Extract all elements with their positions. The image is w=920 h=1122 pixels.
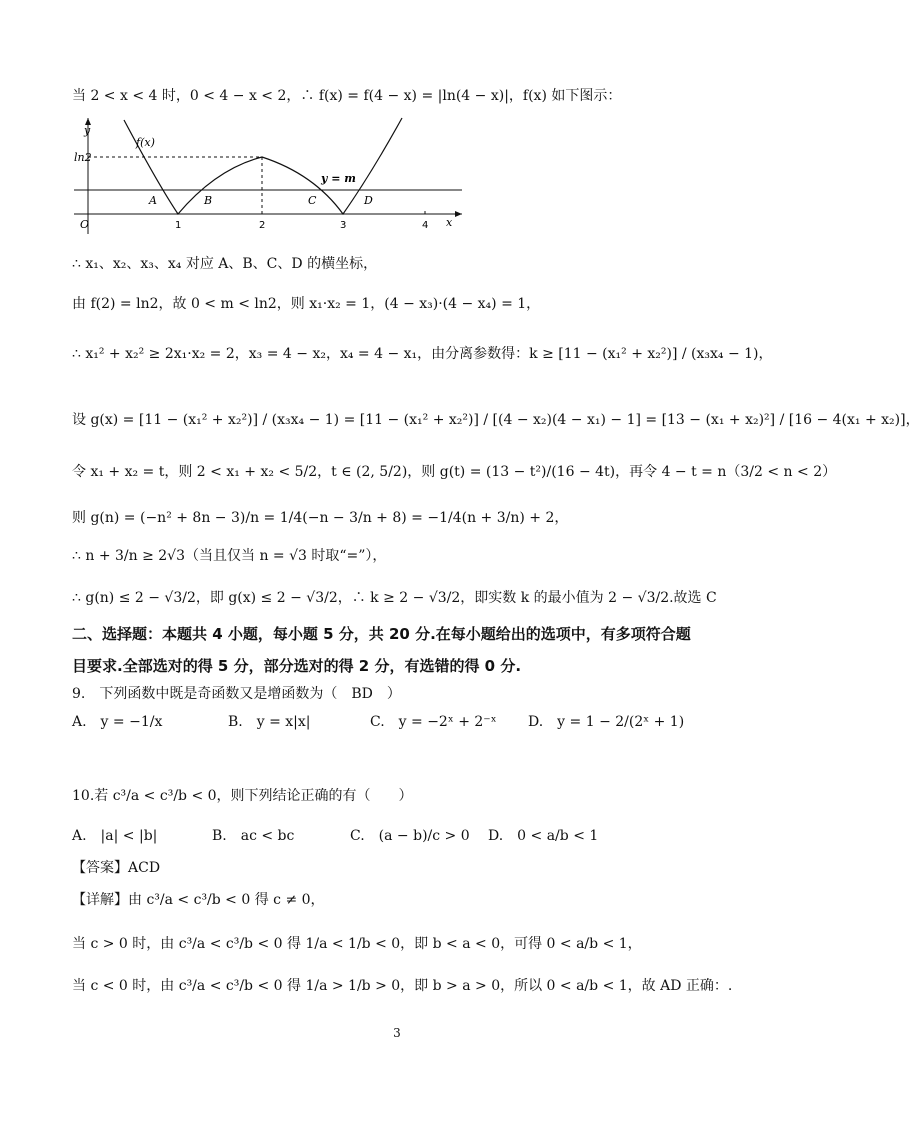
- fx-label: f(x): [136, 136, 155, 149]
- text-line-8: ∴ n + 3/n ≥ 2√3（当且仅当 n = √3 时取“=”），: [72, 548, 387, 564]
- detail-line-3: 当 c < 0 时，由 c³/a < c³/b < 0 得 1/a > 1/b > 0，即 b > a > 0，所以 0 < a/b < 1，故 AD 正确：.: [72, 978, 733, 994]
- point-c-label: C: [308, 194, 317, 207]
- y-axis-label: y: [84, 124, 91, 137]
- point-a-label: A: [149, 194, 157, 207]
- text-line-9: ∴ g(n) ≤ 2 − √3/2，即 g(x) ≤ 2 − √3/2，∴ k ≥ 2 − √3/2，即实数 k 的最小值为 2 − √3/2.故选 C: [72, 590, 717, 606]
- text-line-4: ∴ x₁² + x₂² ≥ 2x₁·x₂ = 2，x₃ = 4 − x₂，x₄ = 4 − x₁，由分离参数得：k ≥ [11 − (x₁² + x₂²)] / (x₃x₄ − 1)，: [72, 346, 773, 362]
- q10-option-a: A. |a| < |b|: [72, 828, 158, 844]
- q9-option-d: D. y = 1 − 2/(2ˣ + 1): [528, 714, 685, 730]
- x-axis-arrow: [455, 211, 462, 217]
- text-line-3: 由 f(2) = ln2，故 0 < m < ln2，则 x₁·x₂ = 1，(4 − x₃)·(4 − x₄) = 1，: [72, 296, 541, 312]
- point-d-label: D: [364, 194, 373, 207]
- section-heading-line-1: 二、选择题：本题共 4 小题，每小题 5 分，共 20 分.在每小题给出的选项中，有多项符合题: [72, 625, 691, 643]
- tick-label-4: 4: [422, 220, 429, 231]
- q9-option-b: B. y = x|x|: [228, 714, 311, 730]
- tick-label-2: 2: [259, 220, 266, 231]
- x-axis-label: x: [446, 216, 453, 229]
- text-line-7: 则 g(n) = (−n² + 8n − 3)/n = 1/4(−n − 3/n + 8) = −1/4(n + 3/n) + 2，: [72, 510, 569, 526]
- q9-option-a: A. y = −1/x: [72, 714, 163, 730]
- detail-line-1: 【详解】由 c³/a < c³/b < 0 得 c ≠ 0，: [72, 892, 325, 908]
- page-number: 3: [393, 1026, 401, 1040]
- question-9: 9. 下列函数中既是奇函数又是增函数为（ BD ）: [72, 686, 401, 702]
- q9-option-c: C. y = −2ˣ + 2⁻ˣ: [370, 714, 497, 730]
- fx-curve: [124, 118, 402, 214]
- answer-line: 【答案】ACD: [72, 860, 161, 876]
- point-b-label: B: [204, 194, 213, 207]
- y-eq-m-label: y = m: [321, 172, 356, 185]
- text-line-1: 当 2 < x < 4 时，0 < 4 − x < 2，∴ f(x) = f(4 − x) = |ln(4 − x)|，f(x) 如下图示：: [72, 88, 622, 104]
- tick-label-1: 1: [175, 220, 182, 231]
- q10-option-b: B. ac < bc: [212, 828, 295, 844]
- ln2-label: ln2: [74, 151, 92, 164]
- question-10: 10.若 c³/a < c³/b < 0，则下列结论正确的有（ ）: [72, 788, 413, 804]
- text-line-5: 设 g(x) = [11 − (x₁² + x₂²)] / (x₃x₄ − 1) = [11 − (x₁² + x₂²)] / [(4 − x₂)(4 − x₁) − 1] = [13 − (x₁ + x₂)²] / [16 − 4(x₁ + x₂)]，: [72, 412, 920, 428]
- detail-line-2: 当 c > 0 时，由 c³/a < c³/b < 0 得 1/a < 1/b < 0，即 b < a < 0，可得 0 < a/b < 1，: [72, 936, 642, 952]
- q10-option-d: D. 0 < a/b < 1: [488, 828, 599, 844]
- q10-option-c: C. (a − b)/c > 0: [350, 828, 470, 844]
- origin-label: O: [80, 218, 90, 231]
- text-line-6: 令 x₁ + x₂ = t，则 2 < x₁ + x₂ < 5/2，t ∈ (2, 5/2)，则 g(t) = (13 − t²)/(16 − 4t)，再令 4 − t = n（3/2 < n < 2）: [72, 464, 837, 480]
- function-graph: [66, 114, 466, 236]
- text-line-2: ∴ x₁、x₂、x₃、x₄ 对应 A、B、C、D 的横坐标，: [72, 256, 378, 272]
- tick-label-3: 3: [340, 220, 347, 231]
- section-heading-line-2: 目要求.全部选对的得 5 分，部分选对的得 2 分，有选错的得 0 分.: [72, 657, 522, 675]
